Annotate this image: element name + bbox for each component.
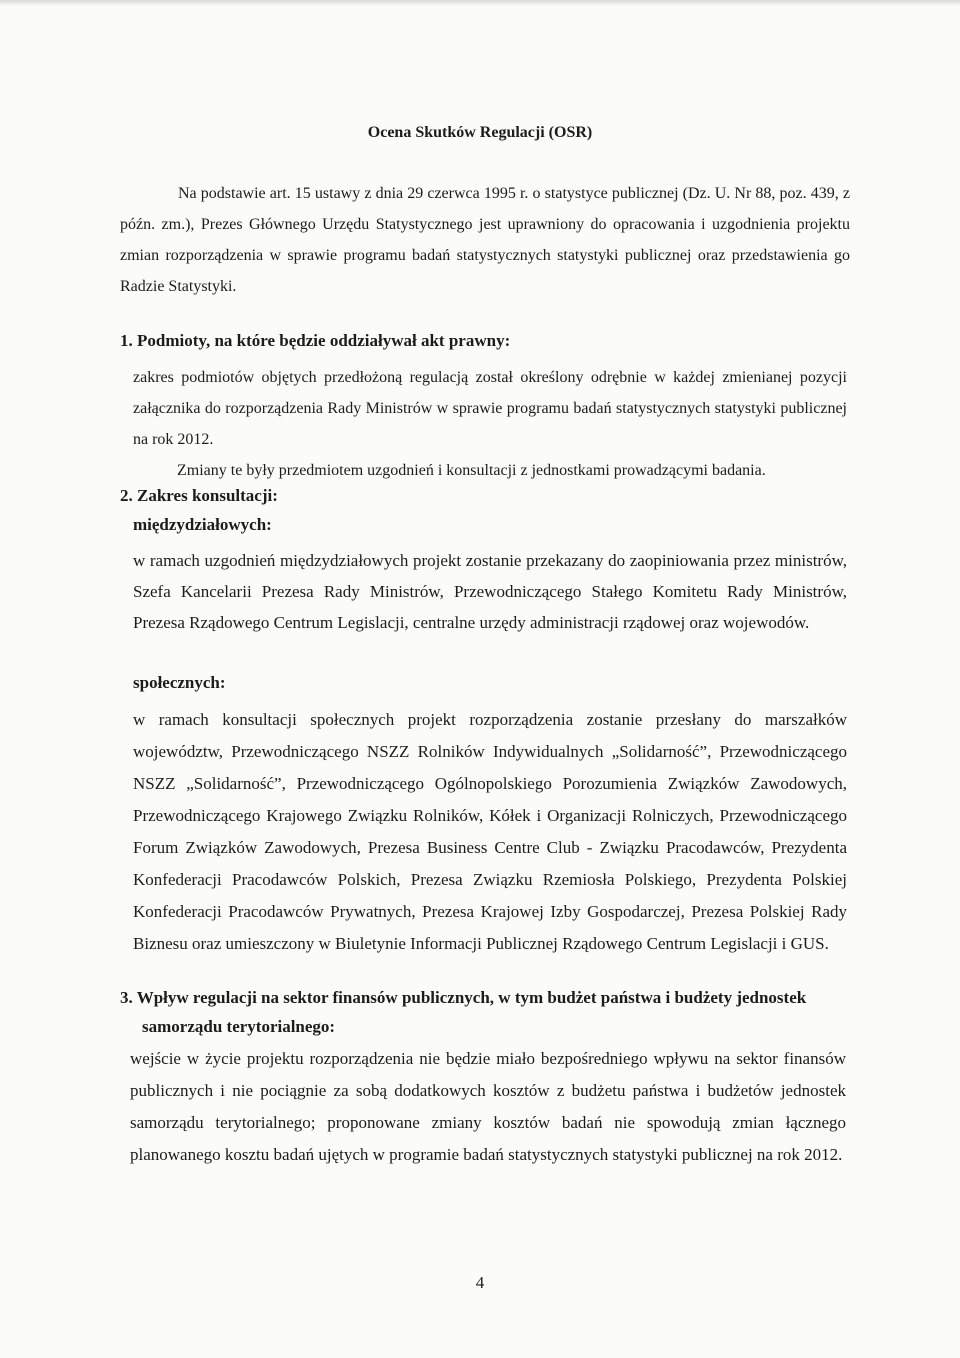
section-2-sub2-label: społecznych: [133,673,226,692]
section-2-sub1-label: międzydziałowych: [133,515,272,534]
section-1-paragraph: zakres podmiotów objętych przedłożoną regulacją został określony odrębnie w każdej zmienianej pozycji załącznika do rozporządzenia Rady Ministrów w sprawie programu badań statystycznych statystyki publicznej na rok 2012. [133,369,847,448]
section-3-heading [120,983,852,1041]
section-2-sub2-text: w ramach konsultacji społecznych projekt rozporządzenia zostanie przesłany do marszałków województw, Przewodniczącego NSZZ Rolników Indywidualnych „Solidarność”, Przewodniczącego NSZZ „Solidarność”, Przewodniczącego Ogólnopolskiego Porozumienia Związków Zawodowych, Przewodniczącego Krajowego Związku Rolników, Kółek i Organizacji Rolniczych, Przewodniczącego Forum Związków Zawodowych, Prezesa Business Centre Club - Związku Pracodawców, Prezydenta Konfederacji Pracodawców Polskich, Prezesa Związku Rzemiosła Polskiego, Prezydenta Polskiej Konfederacji Pracodawców Prywatnych, Prezesa Krajowej Izby Gospodarczej, Prezesa Polskiej Rady Biznesu oraz umieszczony w Biuletynie Informacji Publicznej Rządowego Centrum Legislacji i GUS. [133,710,847,953]
section-3-heading-line1: 3. Wpływ regulacji na sektor finansów publicznych, w tym budżet państwa i budżety jednostek [120,988,807,1007]
section-1-heading: 1. Podmioty, na które będzie oddziaływał akt prawny: [120,331,511,350]
intro-paragraph: Na podstawie art. 15 ustawy z dnia 29 czerwca 1995 r. o statystyce publicznej (Dz. U. Nr 88, poz. 439, z późn. zm.), Prezes Głównego Urzędu Statystycznego jest uprawniony do opracowania i uzgodnienia projektu zmian rozporządzenia w sprawie programu badań statystycznych statystyki publicznej oraz przedstawienia go Radzie Statystyki. [120,185,850,295]
section-2-heading: 2. Zakres konsultacji: [120,486,278,505]
page-number: 4 [475,1273,485,1292]
section-3-paragraph: wejście w życie projektu rozporządzenia nie będzie miało bezpośredniego wpływu na sektor finansów publicznych i nie pociągnie za sobą dodatkowych kosztów z budżetu państwa i budżetów jednostek samorządu terytorialnego; proponowane zmiany kosztów badań nie spowodują zmian łącznego planowanego kosztu badań ujętych w programie badań statystycznych statystyki publicznej na rok 2012. [130,1049,846,1164]
section-1-note: Zmiany te były przedmiotem uzgodnień i konsultacji z jednostkami prowadzącymi badania. [177,462,766,479]
section-3-heading-line2: samorządu terytorialnego: [142,1017,336,1036]
scan-top-edge [0,0,960,6]
document-title: Ocena Skutków Regulacji (OSR) [367,124,593,141]
section-2-sub1-text: w ramach uzgodnień międzydziałowych projekt zostanie przekazany do zaopiniowania przez ministrów, Szefa Kancelarii Prezesa Rady Ministrów, Przewodniczącego Stałego Komitetu Rady Ministrów, Prezesa Rządowego Centrum Legislacji, centralne urzędy administracji rządowej oraz wojewodów. [133,551,847,632]
